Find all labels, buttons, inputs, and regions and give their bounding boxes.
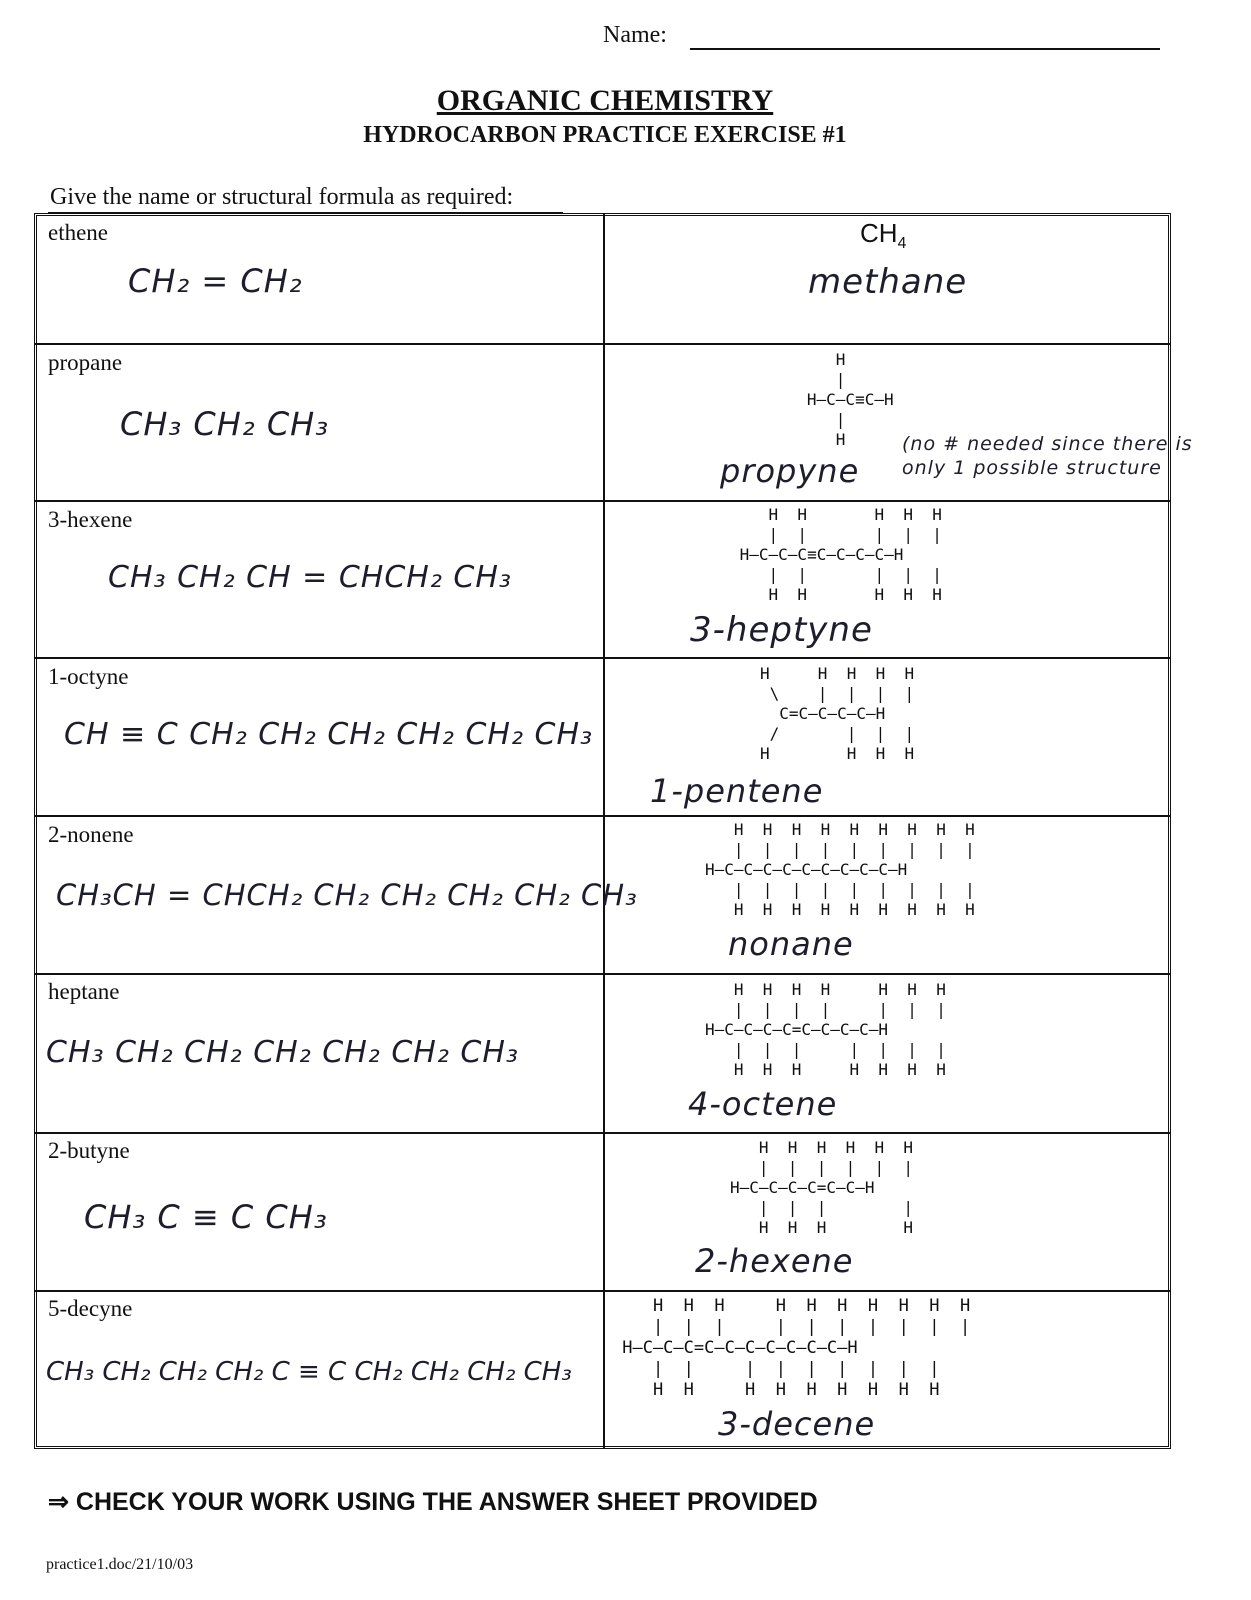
- row-2-name: propane: [48, 350, 123, 375]
- row-4-name: 1-octyne: [48, 664, 129, 689]
- row-5-name: 2-nonene: [48, 822, 134, 847]
- name-blank-line[interactable]: [690, 48, 1160, 50]
- row-4-right-answer: 1-pentene: [650, 772, 824, 810]
- row-8-structure: H H H H H H H H H H | | | | | | | | | | H—C—C—C=C—C—C—C—C—C—C—H | | | | | | | | | H H H H H H H H H: [622, 1296, 971, 1400]
- row-6-right-answer: 4-octene: [688, 1085, 838, 1123]
- row-1-given-formula: $CH_4$: [860, 218, 907, 253]
- row-5-right-answer: nonane: [728, 925, 854, 963]
- row-6-structure: H H H H H H H | | | | | | | H—C—C—C—C=C—C—C—C—H | | | | | | | H H H H H H H: [705, 980, 946, 1079]
- row-3-answer: CH₃ CH₂ CH = CHCH₂ CH₃: [108, 560, 512, 595]
- row-1-name: ethene: [48, 220, 109, 245]
- row-4-structure: H H H H H \ | | | | C=C—C—C—C—H / | | | H H H H: [760, 664, 915, 763]
- instructions: Give the name or structural formula as required:: [50, 184, 514, 210]
- row-3-structure: H H H H H | | | | | H—C—C—C≡C—C—C—C—H | | | | | H H H H H: [739, 505, 942, 604]
- row-divider: [34, 1132, 1171, 1134]
- row-5-answer: CH₃CH = CHCH₂ CH₂ CH₂ CH₂ CH₂ CH₃: [56, 878, 638, 912]
- row-divider: [34, 1290, 1171, 1292]
- name-label: Name:: [603, 22, 667, 48]
- row-2-note: (no # needed since there is only 1 possible structure: [902, 433, 1193, 479]
- check-work-instruction: ⇒ CHECK YOUR WORK USING THE ANSWER SHEET PROVIDED: [48, 1488, 818, 1516]
- row-8-name: 5-decyne: [48, 1296, 133, 1321]
- row-divider: [34, 973, 1171, 975]
- row-2-answer: CH₃ CH₂ CH₃: [120, 405, 330, 443]
- row-6-answer: CH₃ CH₂ CH₂ CH₂ CH₂ CH₂ CH₃: [46, 1035, 519, 1070]
- column-divider: [603, 213, 605, 1449]
- row-3-name: 3-hexene: [48, 507, 133, 532]
- row-3-right-answer: 3-heptyne: [690, 610, 873, 650]
- row-5-structure: H H H H H H H H H | | | | | | | | | H—C—C—C—C—C—C—C—C—C—H | | | | | | | | | H H H H H H H H H: [705, 820, 975, 919]
- row-divider: [34, 500, 1171, 502]
- row-divider: [34, 343, 1171, 345]
- row-8-answer: CH₃ CH₂ CH₂ CH₂ C ≡ C CH₂ CH₂ CH₂ CH₃: [46, 1357, 572, 1387]
- row-1-answer: CH₂ = CH₂: [128, 262, 303, 300]
- row-7-structure: H H H H H H | | | | | | H—C—C—C—C=C—C—H | | | | H H H H: [730, 1138, 914, 1237]
- row-7-name: 2-butyne: [48, 1138, 130, 1163]
- row-divider: [34, 815, 1171, 817]
- row-7-answer: CH₃ C ≡ C CH₃: [84, 1198, 328, 1236]
- file-reference: practice1.doc/21/10/03: [46, 1556, 194, 1573]
- row-7-right-answer: 2-hexene: [695, 1242, 854, 1280]
- row-8-right-answer: 3-decene: [718, 1405, 876, 1443]
- row-divider: [34, 657, 1171, 659]
- row-4-answer: CH ≡ C CH₂ CH₂ CH₂ CH₂ CH₂ CH₃: [64, 717, 594, 752]
- row-1-right-answer: methane: [808, 262, 968, 302]
- page-title: ORGANIC CHEMISTRY: [436, 84, 774, 117]
- row-2-structure: H | H—C—C≡C—H | H: [806, 350, 894, 449]
- row-2-right-answer: propyne: [720, 452, 860, 490]
- row-6-name: heptane: [48, 979, 120, 1004]
- page-subtitle: HYDROCARBON PRACTICE EXERCISE #1: [363, 122, 847, 148]
